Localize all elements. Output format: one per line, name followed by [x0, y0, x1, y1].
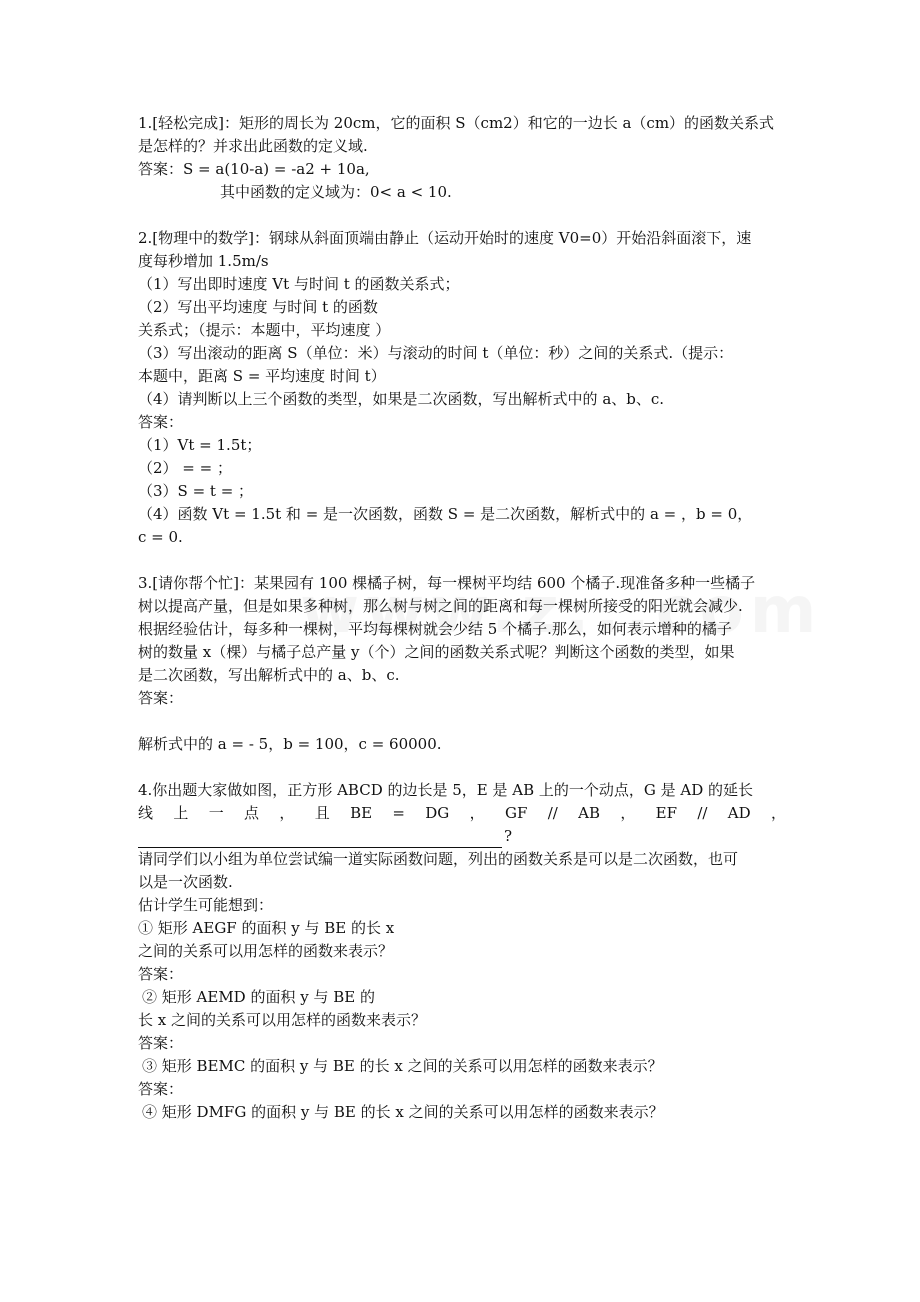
q1-domain: 其中函数的定义域为：0< a < 10. [220, 183, 452, 201]
q2-part1: （1）写出即时速度 Vt 与时间 t 的函数关系式； [138, 275, 460, 293]
q2-part4: （4）请判断以上三个函数的类型，如果是二次函数，写出解析式中的 a、b、c. [138, 390, 665, 408]
q4-word: 且 [314, 804, 330, 822]
q3-line4: 树的数量 x（棵）与橘子总产量 y（个）之间的函数关系式呢？判断这个函数的类型，如果 [138, 643, 735, 661]
q2-part3: （3）写出滚动的距离 S（单位：米）与滚动的时间 t（单位：秒）之间的关系式.（提示： [138, 344, 734, 362]
q4-answer-label: 答案： [138, 965, 184, 983]
q4-sub1a: ① 矩形 AEGF 的面积 y 与 BE 的长 x [138, 919, 395, 937]
q3-answer: 解析式中的 a = - 5，b = 100，c = 60000. [138, 735, 442, 753]
q4-answer-label: 答案： [138, 1034, 184, 1052]
q1-line2: 是怎样的？并求出此函数的定义域. [138, 137, 368, 155]
q4-word: // [547, 804, 558, 822]
q4-line2 [138, 802, 786, 825]
q4-word: AB [578, 804, 600, 822]
q4-line6: 估计学生可能想到： [138, 896, 274, 914]
q4-sub1b: 之间的关系可以用怎样的函数来表示？ [138, 942, 394, 960]
q1-line1: 1.[轻松完成]：矩形的周长为 20cm，它的面积 S（cm2）和它的一边长 a（cm）的函数关系式 [138, 114, 775, 132]
q4-blank-line [138, 825, 786, 848]
q4-word: DG [425, 804, 450, 822]
q3-line1: 3.[请你帮个忙]：某果园有 100 棵橘子树，每一棵树平均结 600 个橘子.现准备多种一些橘子 [138, 574, 756, 592]
q4-word: ， [469, 804, 485, 822]
document-body [138, 112, 786, 1124]
q2-part3b: 本题中，距离 S = 平均速度 时间 t） [138, 367, 386, 385]
q4-word: AD [727, 804, 751, 822]
q2-part2: （2）写出平均速度 与时间 t 的函数 [138, 298, 378, 316]
q4-word: 点 [244, 804, 260, 822]
q3-answer-label: 答案： [138, 689, 184, 707]
q2-answer4: （4）函数 Vt = 1.5t 和 = 是一次函数，函数 S = 是二次函数，解析式中的 a = ，b = 0， [138, 505, 753, 523]
q4-word: GF [504, 804, 528, 822]
q4-word: ， [620, 804, 636, 822]
q3-line5: 是二次函数，写出解析式中的 a、b、c. [138, 666, 400, 684]
q2-part2b: 关系式；（提示：本题中，平均速度 ） [138, 321, 391, 339]
q4-word: BE [350, 804, 373, 822]
q2-answer4b: c = 0. [138, 528, 183, 546]
q4-line4: 请同学们以小组为单位尝试编一道实际函数问题，列出的函数关系是可以是二次函数，也可 [138, 850, 739, 868]
q4-word: 上 [173, 804, 189, 822]
q4-sub2a: ② 矩形 AEMD 的面积 y 与 BE 的 [142, 988, 375, 1006]
q2-line1: 2.[物理中的数学]：钢球从斜面顶端由静止（运动开始时的速度 V0=0）开始沿斜面滚下，速 [138, 229, 752, 247]
q4-word: ， [770, 804, 786, 822]
q4-word: EF [655, 804, 678, 822]
q4-sub4: ④ 矩形 DMFG 的面积 y 与 BE 的长 x 之间的关系可以用怎样的函数来表示？ [142, 1103, 664, 1121]
answer-blank-underline [138, 831, 502, 848]
q4-sub2b: 长 x 之间的关系可以用怎样的函数来表示？ [138, 1011, 426, 1029]
q2-answer3: （3）S = t = ； [138, 482, 254, 500]
q4-answer-label: 答案： [138, 1080, 184, 1098]
q4-line5: 以是一次函数. [138, 873, 233, 891]
q2-answer2: （2） = = ； [138, 459, 232, 477]
q4-line1: 4.你出题大家做如图，正方形 ABCD 的边长是 5，E 是 AB 上的一个动点，G 是 AD 的延长 [138, 781, 754, 799]
q4-word: ， [279, 804, 295, 822]
q2-line2: 度每秒增加 1.5m/s [138, 252, 269, 270]
q4-word: // [697, 804, 708, 822]
q3-line2: 树以提高产量，但是如果多种树，那么树与树之间的距离和每一棵树所接受的阳光就会减少. [138, 597, 743, 615]
q4-word: 一 [208, 804, 224, 822]
q4-word: = [392, 804, 405, 822]
q1-answer: 答案：S = a(10-a) = -a2 + 10a, [138, 160, 370, 178]
q4-question-mark: ? [504, 827, 513, 845]
q3-line3: 根据经验估计，每多种一棵树，平均每棵树就会少结 5 个橘子.那么，如何表示增种的橘子 [138, 620, 732, 638]
q4-word: 线 [138, 804, 154, 822]
q4-sub3: ③ 矩形 BEMC 的面积 y 与 BE 的长 x 之间的关系可以用怎样的函数来表示？ [142, 1057, 663, 1075]
q2-answer-label: 答案： [138, 413, 184, 431]
q2-answer1: （1）Vt = 1.5t； [138, 436, 262, 454]
